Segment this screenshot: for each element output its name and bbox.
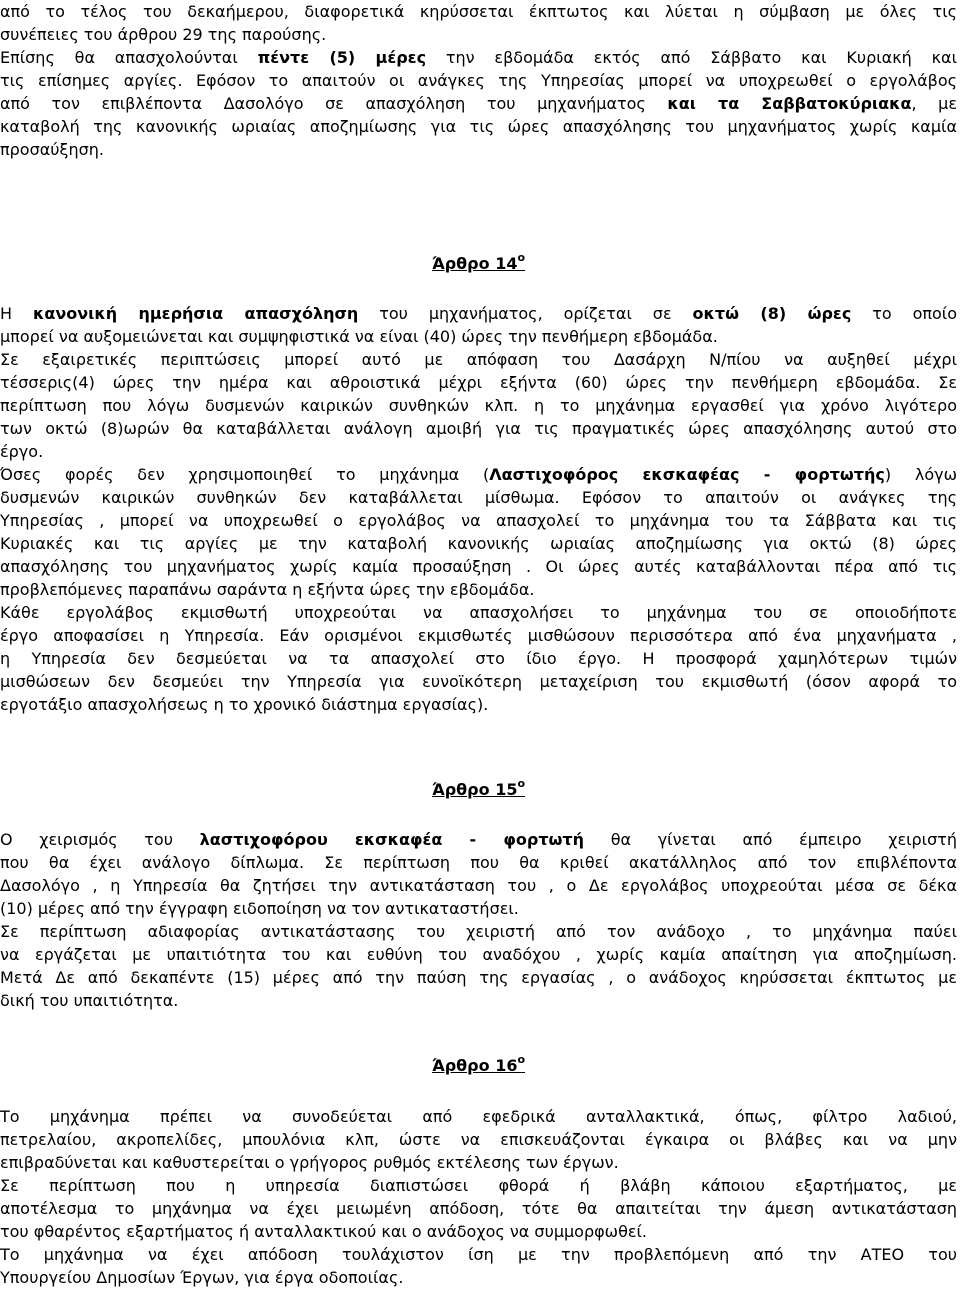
text-run: αποτέλεσμα το μηχάνημα να έχει μειωμένη απόδοση, τότε θα απαιτείται την άμεση αντικατάσταση xyxy=(0,1199,957,1218)
text-line xyxy=(0,371,957,394)
text-run: Το μηχάνημα πρέπει να συνοδεύεται από εφεδρικά ανταλλακτικά, όπως, φίλτρο λαδιού, xyxy=(0,1107,957,1126)
text-run: Μετά Δε από δεκαπέντε (15) μέρες από την παύση της εργασίας , ο ανάδοχος κηρύσσεται έκπτωτος με xyxy=(0,968,957,987)
text-run: Άρθρο 14 xyxy=(431,254,518,273)
text-line xyxy=(0,1174,957,1197)
text-line xyxy=(0,325,957,348)
text-run: επιβραδύνεται και καθυστερείται ο γρήγορος ρυθμός εκτέλεσης των έργων. xyxy=(0,1153,619,1172)
text-run: Κυριακές και τις αργίες με την καταβολή κανονικής ωριαίας αποζημίωσης για οκτώ (8) ώρες xyxy=(0,534,957,553)
text-run: των οκτώ (8)ωρών θα καταβάλλεται ανάλογη αμοιβή για τις πραγματικές ώρες απασχόλησης αυτού στο xyxy=(0,419,957,438)
text-run: περίπτωση που λόγω δυσμενών καιρικών συνθηκών κλπ. η το μηχάνημα εργασθεί για χρόνο λιγότερο xyxy=(0,396,957,415)
bold-text: λαστιχοφόρου εκσκαφέα - φορτωτή xyxy=(199,830,585,849)
bold-text: και τα Σαββατοκύριακα xyxy=(667,94,912,113)
text-line xyxy=(0,943,957,966)
text-run: , με xyxy=(911,94,957,113)
text-line xyxy=(0,601,957,624)
text-line xyxy=(0,1128,957,1151)
text-run: η Υπηρεσία δεν δεσμεύεται να τα απασχολεί στο ίδιο έργο. Η προσφορά χαμηλότερων τιμών xyxy=(0,649,957,668)
text-run: καταβολή της κανονικής ωριαίας αποζημίωσης για τις ώρες απασχόλησης του μηχανήματος χωρίς καμία xyxy=(0,117,957,136)
text-line xyxy=(0,115,957,138)
text-line xyxy=(0,1266,957,1289)
text-line xyxy=(0,509,957,532)
text-line xyxy=(0,966,957,989)
text-line xyxy=(0,394,957,417)
text-run: συνέπειες του άρθρου 29 της παρούσης. xyxy=(0,25,327,44)
text-run: Άρθρο 15 xyxy=(431,780,518,799)
text-run: δική του υπαιτιότητα. xyxy=(0,991,179,1010)
text-line xyxy=(0,920,957,943)
text-line xyxy=(0,417,957,440)
text-run: Σε περίπτωση που η υπηρεσία διαπιστώσει φθορά ή βλάβη κάποιου εξαρτήματος, με xyxy=(0,1176,957,1195)
text-line xyxy=(0,440,957,463)
text-run: Το μηχάνημα να έχει απόδοση τουλάχιστον ίση με την προβλεπόμενη από την ΑΤΕΟ του xyxy=(0,1245,957,1264)
text-run: θα γίνεται από έμπειρο χειριστή xyxy=(584,830,957,849)
text-run: του φθαρέντος εξαρτήματος ή ανταλλακτικού και ο ανάδοχος να συμμορφωθεί. xyxy=(0,1222,648,1241)
bold-text: κανονική ημερήσια απασχόληση xyxy=(32,304,359,323)
superscript: ο xyxy=(517,1053,526,1066)
text-run: την εβδομάδα εκτός από Σάββατο και Κυριακή και xyxy=(426,48,957,67)
text-run: Σε εξαιρετικές περιπτώσεις μπορεί αυτό με απόφαση του Δασάρχη Ν/πίου να αυξηθεί μέχρι xyxy=(0,350,957,369)
text-run: Υπουργείου Δημοσίων Έργων, για έργα οδοποιίας. xyxy=(0,1268,404,1287)
text-run: τέσσερις(4) ώρες την ημέρα και αθροιστικά μέχρι εξήντα (60) ώρες την πενθήμερη εβδομάδα. Σε xyxy=(0,373,957,392)
text-line xyxy=(0,532,957,555)
superscript: ο xyxy=(517,777,526,790)
text-run: εργοτάξιο απασχολήσεως η το χρονικό διάστημα εργασίας). xyxy=(0,695,489,714)
text-line xyxy=(0,578,957,601)
article-heading xyxy=(0,1054,957,1077)
text-run: τις επίσημες αργίες. Εφόσον το απαιτούν οι ανάγκες της Υπηρεσίας μπορεί να υποχρεωθεί ο εργολάβος xyxy=(0,71,957,90)
text-run: προσαύξηση. xyxy=(0,140,104,159)
text-line xyxy=(0,1197,957,1220)
text-line xyxy=(0,0,957,23)
text-run: Ο χειρισμός του xyxy=(0,830,200,849)
text-run: μισθώσεων δεν δεσμεύει την Υπηρεσία για ευνοϊκότερη μεταχείριση του εκμισθωτή (όσον αφορά το xyxy=(0,672,957,691)
text-run: το οποίο xyxy=(851,304,957,323)
text-line xyxy=(0,69,957,92)
text-line xyxy=(0,348,957,371)
text-line xyxy=(0,46,957,69)
text-run: να εργάζεται με υπαιτιότητα του και ευθύνη του αναδόχου , χωρίς καμία απαίτηση για αποζημίωση. xyxy=(0,945,957,964)
text-run: του μηχανήματος, ορίζεται σε xyxy=(358,304,693,323)
article-heading xyxy=(0,252,957,275)
text-run: Η xyxy=(0,304,33,323)
text-line xyxy=(0,1105,957,1128)
text-run: από το τέλος του δεκαήμερου, διαφορετικά κηρύσσεται έκπτωτος και λύεται η σύμβαση με όλες τις xyxy=(0,2,957,21)
text-line xyxy=(0,828,957,851)
text-line xyxy=(0,92,957,115)
text-run: Όσες φορές δεν χρησιμοποιηθεί το μηχάνημα ( xyxy=(0,465,490,484)
text-line xyxy=(0,1243,957,1266)
superscript: ο xyxy=(517,251,526,264)
text-run: Κάθε εργολάβος εκμισθωτή υποχρεούται να απασχολήσει το μηχάνημα του σε οποιοδήποτε xyxy=(0,603,957,622)
article-heading xyxy=(0,778,957,801)
text-run: προβλεπόμενες παραπάνω σαράντα η εξήντα ώρες την εβδομάδα. xyxy=(0,580,535,599)
text-run: Άρθρο 16 xyxy=(431,1056,518,1075)
text-run: ) λόγω xyxy=(884,465,957,484)
text-line xyxy=(0,624,957,647)
text-run: έργο. xyxy=(0,442,44,461)
text-line xyxy=(0,1151,957,1174)
text-line xyxy=(0,874,957,897)
text-line xyxy=(0,463,957,486)
text-run: που θα έχει ανάλογο δίπλωμα. Σε περίπτωση που θα κριθεί ακατάλληλος από τον επιβλέποντα xyxy=(0,853,957,872)
text-line xyxy=(0,647,957,670)
text-run: απασχόλησης του μηχανήματος χωρίς καμία προσαύξηση . Οι ώρες αυτές καταβάλλονται πέρα από τις xyxy=(0,557,957,576)
text-line xyxy=(0,989,957,1012)
text-run: (10) μέρες από την έγγραφη ειδοποίηση να τον αντικαταστήσει. xyxy=(0,899,519,918)
text-line xyxy=(0,897,957,920)
text-run: πετρελαίου, ακροπελίδες, μπουλόνια κλπ, ώστε να επισκευάζονται έγκαιρα οι βλάβες και να μην xyxy=(0,1130,957,1149)
text-run: Σε περίπτωση αδιαφορίας αντικατάστασης του χειριστή από τον ανάδοχο , το μηχάνημα παύει xyxy=(0,922,957,941)
text-run: μπορεί να αυξομειώνεται και συμψηφιστικά να είναι (40) ώρες την πενθήμερη εβδομάδα. xyxy=(0,327,718,346)
text-line xyxy=(0,670,957,693)
text-run: Δασολόγο , η Υπηρεσία θα ζητήσει την αντικατάσταση του , ο Δε εργολάβος υποχρεούται μέσα σε δέκα xyxy=(0,876,957,895)
text-run: δυσμενών καιρικών συνθηκών δεν καταβάλλεται μίσθωμα. Εφόσον το απαιτούν οι ανάγκες της xyxy=(0,488,957,507)
text-run: Επίσης θα απασχολούνται xyxy=(0,48,258,67)
text-line xyxy=(0,693,957,716)
text-line xyxy=(0,851,957,874)
bold-text: Λαστιχοφόρος εκσκαφέας - φορτωτής xyxy=(489,465,885,484)
text-run: Υπηρεσίας , μπορεί να υποχρεωθεί ο εργολάβος να απασχολεί το μηχάνημα του τα Σάββατα και τις xyxy=(0,511,957,530)
text-line xyxy=(0,555,957,578)
bold-text: οκτώ (8) ώρες xyxy=(692,304,852,323)
text-line xyxy=(0,302,957,325)
text-line xyxy=(0,23,957,46)
text-line xyxy=(0,486,957,509)
text-run: από τον επιβλέποντα Δασολόγο σε απασχόληση του μηχανήματος xyxy=(0,94,668,113)
text-line xyxy=(0,138,957,161)
text-run: έργο αποφασίσει η Υπηρεσία. Εάν ορισμένοι εκμισθωτές μισθώσουν περισσότερα από ένα μηχανήματα , xyxy=(0,626,957,645)
text-line xyxy=(0,1220,957,1243)
bold-text: πέντε (5) μέρες xyxy=(257,48,427,67)
